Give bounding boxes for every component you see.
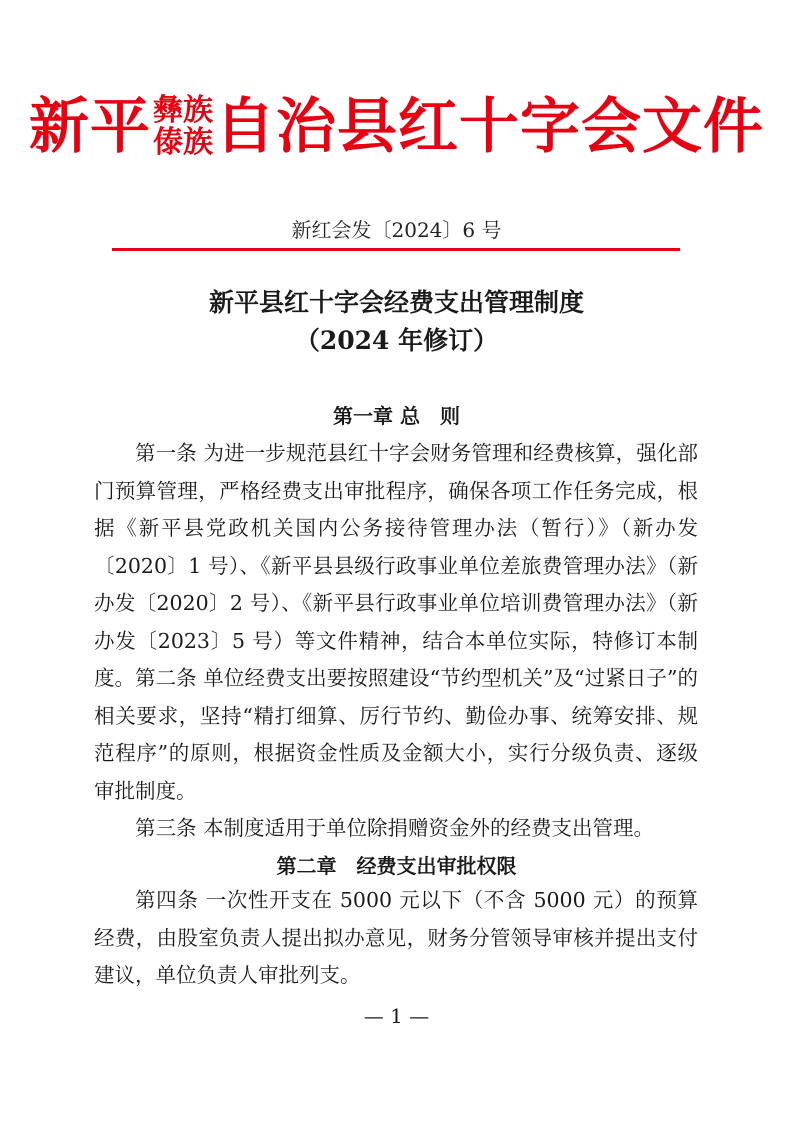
header-title-part2: 自治县红十字会文件 — [215, 92, 764, 162]
article-2: 第二条 单位经费支出要按照建设“节约型机关”及“过紧日子”的相关要求，坚持“精打细算、厉行节约、勤俭办事、统筹安排、规范程序”的原则，根据资金性质及金额大小，实行分级负责、逐级审批制度。 — [94, 666, 698, 803]
article-4: 第四条 一次性开支在 5000 元以下（不含 5000 元）的预算经费，由股室负责人提出拟办意见，财务分管领导审核并提出支付建议，单位负责人审批列支。 — [94, 888, 698, 987]
article-1: 第一条 为进一步规范县红十字会财务管理和经费核算，强化部门预算管理，严格经费支出审批程序，确保各项工作任务完成，根据《新平县党政机关国内公务接待管理办法（暂行）》（新办发〔2020〕1 号）、《新平县县级行政事业单位差旅费管理办法》（新办发〔2020〕2 号）、《新平县行政事业单位培训费管理办法》（新办发〔2023〕5 号）等文件精神，结合本单位实际，特修订本制度。 — [94, 441, 698, 690]
article-3: 第三条 本制度适用于单位除捐赠资金外的经费支出管理。 — [135, 816, 655, 840]
document-number: 新红会发〔2024〕6 号 — [291, 218, 502, 242]
header-stacked-names — [153, 95, 213, 159]
header-stack-bottom: 傣族 — [153, 125, 213, 160]
header-title-part1: 新平 — [29, 92, 151, 162]
document-title: 新平县红十字会经费支出管理制度 — [208, 288, 584, 317]
chapter-1-heading: 第一章 总 则 — [333, 404, 460, 428]
header-stack-top: 彝族 — [153, 93, 213, 128]
document-header — [0, 92, 793, 162]
page-number: — 1 — — [363, 1004, 430, 1028]
red-divider-line — [112, 248, 680, 251]
chapter-2-heading: 第二章 经费支出审批权限 — [276, 854, 517, 878]
document-subtitle: （2024 年修订） — [294, 326, 499, 355]
